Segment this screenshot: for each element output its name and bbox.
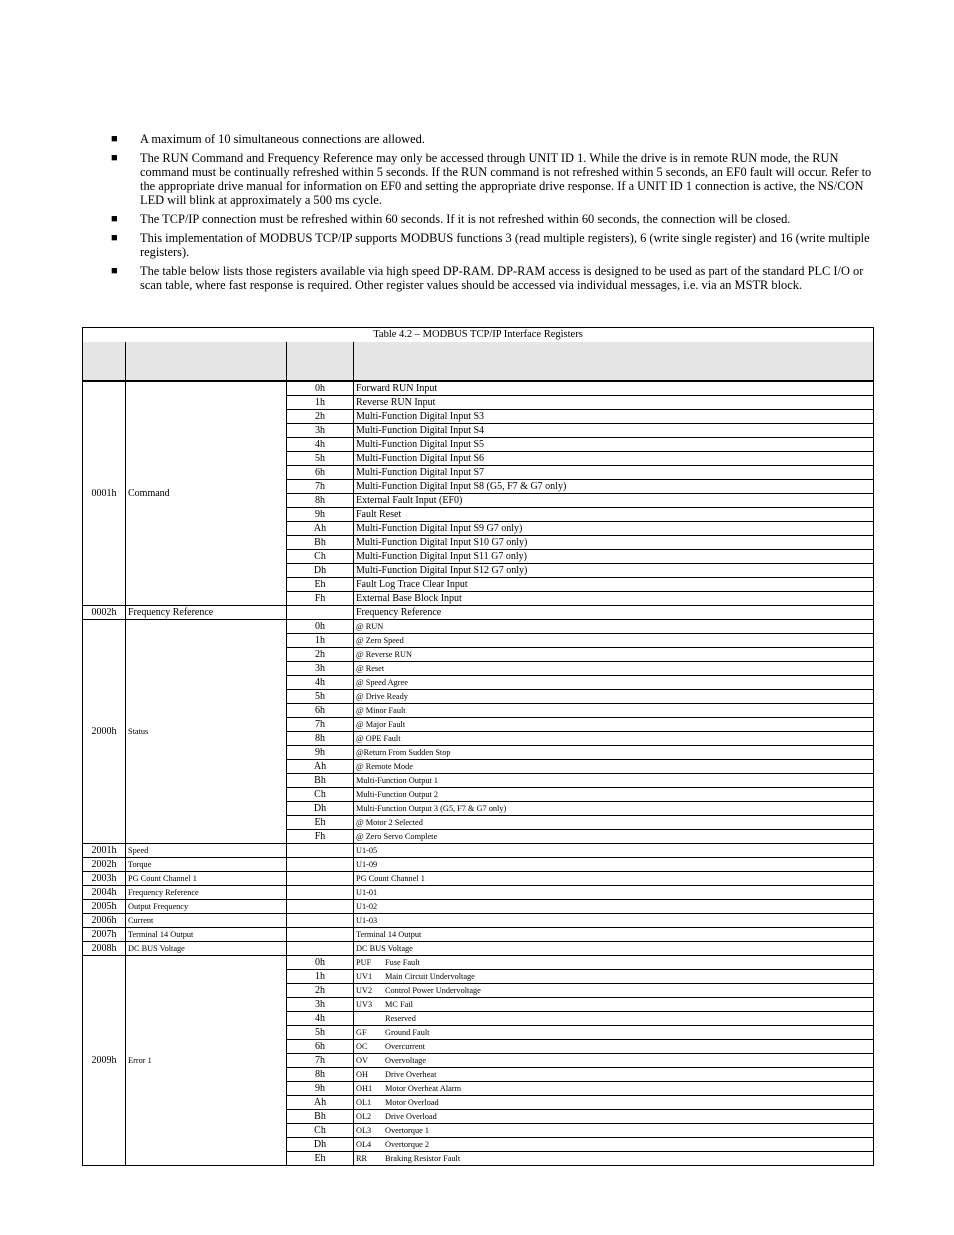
bit-description bbox=[354, 760, 874, 774]
table-row bbox=[83, 606, 874, 620]
bit-description bbox=[354, 1082, 874, 1096]
bit-number bbox=[287, 858, 354, 872]
bit-description-text: Multi-Function Digital Input S7 bbox=[356, 466, 485, 478]
table-row bbox=[83, 381, 874, 396]
bit-number: 2h bbox=[287, 984, 354, 998]
bit-description bbox=[354, 774, 874, 788]
bit-number: Fh bbox=[287, 592, 354, 606]
bit-number: 5h bbox=[287, 690, 354, 704]
bit-description-text: Multi-Function Digital Input S9 G7 only) bbox=[356, 522, 523, 534]
register-description: U1-09 bbox=[354, 858, 874, 872]
bit-description-text: Fault Log Trace Clear Input bbox=[356, 578, 468, 590]
bit-number: 1h bbox=[287, 634, 354, 648]
bit-description bbox=[354, 956, 874, 970]
bit-description bbox=[354, 998, 874, 1012]
bit-description-text: Multi-Function Output 1 bbox=[356, 775, 439, 785]
bit-description-text: MC Fail bbox=[385, 999, 413, 1009]
bit-description-text: @ Motor 2 Selected bbox=[356, 817, 423, 827]
bit-description-text: @ Reverse RUN bbox=[356, 649, 413, 659]
bit-description-text: @ Zero Servo Complete bbox=[356, 831, 438, 841]
bit-number: Bh bbox=[287, 536, 354, 550]
bit-description bbox=[354, 438, 874, 452]
bullet-list bbox=[111, 132, 873, 297]
register-address: 2003h bbox=[83, 872, 126, 886]
bit-description bbox=[354, 1068, 874, 1082]
register-name: Output Frequency bbox=[126, 900, 287, 914]
bit-description bbox=[354, 970, 874, 984]
bit-description-text: Multi-Function Output 2 bbox=[356, 789, 439, 799]
bit-description bbox=[354, 718, 874, 732]
bit-description-text: Motor Overload bbox=[385, 1097, 439, 1107]
bit-number: 0h bbox=[287, 620, 354, 634]
bullet-text: This implementation of MODBUS TCP/IP supports MODBUS functions 3 (read multiple registers), 6 (write single register) and 16 (write multiple registers). bbox=[140, 231, 870, 259]
fault-code: OC bbox=[356, 1041, 368, 1051]
bit-number bbox=[287, 928, 354, 942]
bit-number: Fh bbox=[287, 830, 354, 844]
bit-description-text: Multi-Function Digital Input S12 G7 only) bbox=[356, 564, 528, 576]
register-address: 2008h bbox=[83, 942, 126, 956]
bullet-text: The RUN Command and Frequency Reference may only be accessed through UNIT ID 1. While the drive is in remote RUN mode, the RUN command must be continually refreshed within 5 seconds. If the RUN command is not refreshed within 5 seconds, an EF0 fault will occur. Refer to the appropriate drive manual for information on EF0 and setting the appropriate drive response. If a UNIT ID 1 connection is active, the NS/CON LED will blink at approximately a 500 ms cycle. bbox=[140, 151, 872, 207]
bullet-item bbox=[111, 231, 873, 259]
bit-description-text: Control Power Undervoltage bbox=[385, 985, 481, 995]
table-row bbox=[83, 914, 874, 928]
bullet-item bbox=[111, 132, 873, 146]
register-address: 2004h bbox=[83, 886, 126, 900]
bit-number: 8h bbox=[287, 732, 354, 746]
table-row bbox=[83, 620, 874, 634]
bit-description-text: Overtorque 1 bbox=[385, 1125, 430, 1135]
bullet-square-icon: ■ bbox=[111, 265, 118, 277]
bit-description bbox=[354, 690, 874, 704]
bit-number: 6h bbox=[287, 466, 354, 480]
bullet-item bbox=[111, 151, 873, 207]
table-row bbox=[83, 928, 874, 942]
bit-number: Eh bbox=[287, 816, 354, 830]
bit-number: Dh bbox=[287, 1138, 354, 1152]
register-name: Command bbox=[126, 381, 287, 606]
bit-number: 1h bbox=[287, 396, 354, 410]
bullet-item bbox=[111, 212, 873, 226]
register-address: 2009h bbox=[83, 956, 126, 1166]
fault-code: OL4 bbox=[356, 1139, 372, 1149]
bullet-text: The table below lists those registers available via high speed DP-RAM. DP-RAM access is designed to be used as part of the standard PLC I/O or scan table, where fast response is required. Other register values should be accessed via individual messages, i.e. via an MSTR block. bbox=[140, 264, 864, 292]
bit-description bbox=[354, 802, 874, 816]
table-row bbox=[83, 956, 874, 970]
table-header-row bbox=[83, 342, 874, 381]
bit-number: 2h bbox=[287, 410, 354, 424]
bit-description-text: Reverse RUN Input bbox=[356, 396, 436, 408]
bit-description bbox=[354, 788, 874, 802]
fault-code: RR bbox=[356, 1153, 368, 1163]
bit-number bbox=[287, 942, 354, 956]
bit-description-text: Overcurrent bbox=[385, 1041, 426, 1051]
bit-number bbox=[287, 900, 354, 914]
bit-number: 5h bbox=[287, 1026, 354, 1040]
bit-number bbox=[287, 844, 354, 858]
bit-number: 7h bbox=[287, 1054, 354, 1068]
register-address: 2002h bbox=[83, 858, 126, 872]
bit-description bbox=[354, 381, 874, 396]
bullet-square-icon: ■ bbox=[111, 152, 118, 164]
bit-description bbox=[354, 522, 874, 536]
register-name: DC BUS Voltage bbox=[126, 942, 287, 956]
bit-description-text: Braking Resistor Fault bbox=[385, 1153, 461, 1163]
bit-number: 0h bbox=[287, 381, 354, 396]
bit-description-text: Drive Overload bbox=[385, 1111, 437, 1121]
bit-number: 4h bbox=[287, 438, 354, 452]
bit-description bbox=[354, 466, 874, 480]
bit-number: Ch bbox=[287, 550, 354, 564]
register-address: 2000h bbox=[83, 620, 126, 844]
bit-description bbox=[354, 1138, 874, 1152]
bit-description-text: External Fault Input (EF0) bbox=[356, 494, 463, 506]
register-address: 2001h bbox=[83, 844, 126, 858]
bit-description-text: Motor Overheat Alarm bbox=[385, 1083, 462, 1093]
register-name: Torque bbox=[126, 858, 287, 872]
bit-description bbox=[354, 550, 874, 564]
bit-number: 7h bbox=[287, 718, 354, 732]
bit-number bbox=[287, 606, 354, 620]
register-name: Speed bbox=[126, 844, 287, 858]
fault-code: PUF bbox=[356, 957, 372, 967]
fault-code: OH bbox=[356, 1069, 368, 1079]
bit-description bbox=[354, 592, 874, 606]
bit-number: 5h bbox=[287, 452, 354, 466]
bullet-item bbox=[111, 264, 873, 292]
bit-description bbox=[354, 648, 874, 662]
bit-description bbox=[354, 634, 874, 648]
bit-description bbox=[354, 424, 874, 438]
bit-number: Eh bbox=[287, 578, 354, 592]
bit-description bbox=[354, 732, 874, 746]
fault-code: OL2 bbox=[356, 1111, 372, 1121]
bit-description bbox=[354, 676, 874, 690]
bit-description bbox=[354, 1096, 874, 1110]
bit-description bbox=[354, 1040, 874, 1054]
bit-description bbox=[354, 1054, 874, 1068]
bit-number: Ah bbox=[287, 760, 354, 774]
fault-code: OL3 bbox=[356, 1125, 372, 1135]
bit-description-text: Drive Overheat bbox=[385, 1069, 437, 1079]
register-name: PG Count Channel 1 bbox=[126, 872, 287, 886]
bit-description bbox=[354, 494, 874, 508]
table-row bbox=[83, 900, 874, 914]
bit-description-text: @ Speed Agree bbox=[356, 677, 408, 687]
fault-code: GF bbox=[356, 1027, 367, 1037]
bit-description bbox=[354, 746, 874, 760]
bit-description-text: Main Circuit Undervoltage bbox=[385, 971, 475, 981]
bit-description bbox=[354, 830, 874, 844]
header-cell-address bbox=[83, 342, 126, 381]
bit-description-text: @ Zero Speed bbox=[356, 635, 404, 645]
bit-description bbox=[354, 1152, 874, 1166]
bit-description-text: Multi-Function Digital Input S11 G7 only) bbox=[356, 550, 528, 562]
bit-number: 2h bbox=[287, 648, 354, 662]
bit-number: Ah bbox=[287, 522, 354, 536]
bit-description-text: Forward RUN Input bbox=[356, 382, 438, 394]
register-description: U1-01 bbox=[354, 886, 874, 900]
bit-number: 3h bbox=[287, 424, 354, 438]
register-description: U1-02 bbox=[354, 900, 874, 914]
bit-description-text: External Base Block Input bbox=[356, 592, 462, 604]
bit-description-text: Multi-Function Digital Input S5 bbox=[356, 438, 485, 450]
register-address: 2005h bbox=[83, 900, 126, 914]
header-cell-bit bbox=[287, 342, 354, 381]
bit-number: 9h bbox=[287, 508, 354, 522]
bit-description bbox=[354, 816, 874, 830]
register-description: Frequency Reference bbox=[354, 606, 874, 620]
bit-number: 6h bbox=[287, 704, 354, 718]
bit-description-text: Multi-Function Digital Input S6 bbox=[356, 452, 485, 464]
bit-description-text: @Return From Sudden Stop bbox=[356, 747, 451, 757]
bit-description bbox=[354, 536, 874, 550]
bit-description-text: Overvoltage bbox=[385, 1055, 427, 1065]
bit-number: 8h bbox=[287, 494, 354, 508]
fault-code: UV3 bbox=[356, 999, 373, 1009]
bit-description bbox=[354, 1012, 874, 1026]
bit-description-text: @ Minor Fault bbox=[356, 705, 406, 715]
register-description: PG Count Channel 1 bbox=[354, 872, 874, 886]
bit-description bbox=[354, 662, 874, 676]
bit-description bbox=[354, 508, 874, 522]
register-name: Current bbox=[126, 914, 287, 928]
register-table bbox=[82, 327, 874, 1166]
bit-number bbox=[287, 886, 354, 900]
bit-number: Dh bbox=[287, 564, 354, 578]
bullet-square-icon: ■ bbox=[111, 213, 118, 225]
bit-description bbox=[354, 396, 874, 410]
register-name: Error 1 bbox=[126, 956, 287, 1166]
table-row bbox=[83, 872, 874, 886]
register-name: Frequency Reference bbox=[126, 886, 287, 900]
bit-description bbox=[354, 564, 874, 578]
register-address: 2007h bbox=[83, 928, 126, 942]
bit-number: Dh bbox=[287, 802, 354, 816]
bit-description-text: Fuse Fault bbox=[385, 957, 420, 967]
bit-number: Bh bbox=[287, 1110, 354, 1124]
bit-description bbox=[354, 1124, 874, 1138]
register-name: Terminal 14 Output bbox=[126, 928, 287, 942]
bit-description-text: @ Reset bbox=[356, 663, 385, 673]
header-cell-description bbox=[354, 342, 874, 381]
bit-number bbox=[287, 914, 354, 928]
bit-description-text: Multi-Function Digital Input S8 (G5, F7 & G7 only) bbox=[356, 480, 567, 492]
bit-description-text: @ Drive Ready bbox=[356, 691, 408, 701]
fault-code: OV bbox=[356, 1055, 368, 1065]
bit-number: Eh bbox=[287, 1152, 354, 1166]
bit-number: Ch bbox=[287, 1124, 354, 1138]
table-row bbox=[83, 942, 874, 956]
bit-number: 9h bbox=[287, 1082, 354, 1096]
bit-number: 0h bbox=[287, 956, 354, 970]
fault-code: OL1 bbox=[356, 1097, 372, 1107]
bit-description-text: @ Remote Mode bbox=[356, 761, 413, 771]
bit-number: 4h bbox=[287, 1012, 354, 1026]
bullet-square-icon: ■ bbox=[111, 133, 118, 145]
bit-description bbox=[354, 1026, 874, 1040]
bit-description-text: @ Major Fault bbox=[356, 719, 406, 729]
bit-description-text: Ground Fault bbox=[385, 1027, 430, 1037]
register-address: 2006h bbox=[83, 914, 126, 928]
bit-description bbox=[354, 452, 874, 466]
bullet-text: A maximum of 10 simultaneous connections are allowed. bbox=[140, 132, 425, 146]
table-caption-row bbox=[83, 328, 874, 343]
bit-number: Ah bbox=[287, 1096, 354, 1110]
bit-description-text: @ RUN bbox=[356, 621, 384, 631]
bit-description bbox=[354, 984, 874, 998]
bit-number: 3h bbox=[287, 998, 354, 1012]
register-name: Frequency Reference bbox=[126, 606, 287, 620]
header-cell-name bbox=[126, 342, 287, 381]
bit-description-text: Reserved bbox=[385, 1013, 416, 1023]
register-description: U1-05 bbox=[354, 844, 874, 858]
bit-number: 9h bbox=[287, 746, 354, 760]
bit-number: Ch bbox=[287, 788, 354, 802]
bit-number: 6h bbox=[287, 1040, 354, 1054]
register-address: 0001h bbox=[83, 381, 126, 606]
bit-description bbox=[354, 704, 874, 718]
bit-description bbox=[354, 620, 874, 634]
register-description: DC BUS Voltage bbox=[354, 942, 874, 956]
table-caption: Table 4.2 – MODBUS TCP/IP Interface Registers bbox=[83, 328, 874, 343]
table-row bbox=[83, 858, 874, 872]
fault-code: UV2 bbox=[356, 985, 373, 995]
bit-description bbox=[354, 578, 874, 592]
register-description: Terminal 14 Output bbox=[354, 928, 874, 942]
bit-number: 3h bbox=[287, 662, 354, 676]
table-row bbox=[83, 844, 874, 858]
bit-description bbox=[354, 480, 874, 494]
bit-number bbox=[287, 872, 354, 886]
bit-number: 7h bbox=[287, 480, 354, 494]
bit-description-text: Multi-Function Digital Input S4 bbox=[356, 424, 485, 436]
bit-description bbox=[354, 1110, 874, 1124]
bit-description-text: Multi-Function Digital Input S3 bbox=[356, 410, 485, 422]
bullet-text: The TCP/IP connection must be refreshed within 60 seconds. If it is not refreshed within 60 seconds, the connection will be closed. bbox=[140, 212, 791, 226]
bit-description-text: Multi-Function Output 3 (G5, F7 & G7 only) bbox=[356, 803, 507, 813]
bit-description-text: @ OPE Fault bbox=[356, 733, 401, 743]
fault-code: UV1 bbox=[356, 971, 373, 981]
bit-number: 4h bbox=[287, 676, 354, 690]
register-address: 0002h bbox=[83, 606, 126, 620]
bullet-square-icon: ■ bbox=[111, 232, 118, 244]
bit-description-text: Multi-Function Digital Input S10 G7 only) bbox=[356, 536, 528, 548]
fault-code: OH1 bbox=[356, 1083, 373, 1093]
register-description: U1-03 bbox=[354, 914, 874, 928]
bit-description-text: Fault Reset bbox=[356, 508, 402, 520]
register-name: Status bbox=[126, 620, 287, 844]
bit-number: Bh bbox=[287, 774, 354, 788]
bit-description-text: Overtorque 2 bbox=[385, 1139, 430, 1149]
bit-description bbox=[354, 410, 874, 424]
bit-number: 8h bbox=[287, 1068, 354, 1082]
bit-number: 1h bbox=[287, 970, 354, 984]
table-row bbox=[83, 886, 874, 900]
